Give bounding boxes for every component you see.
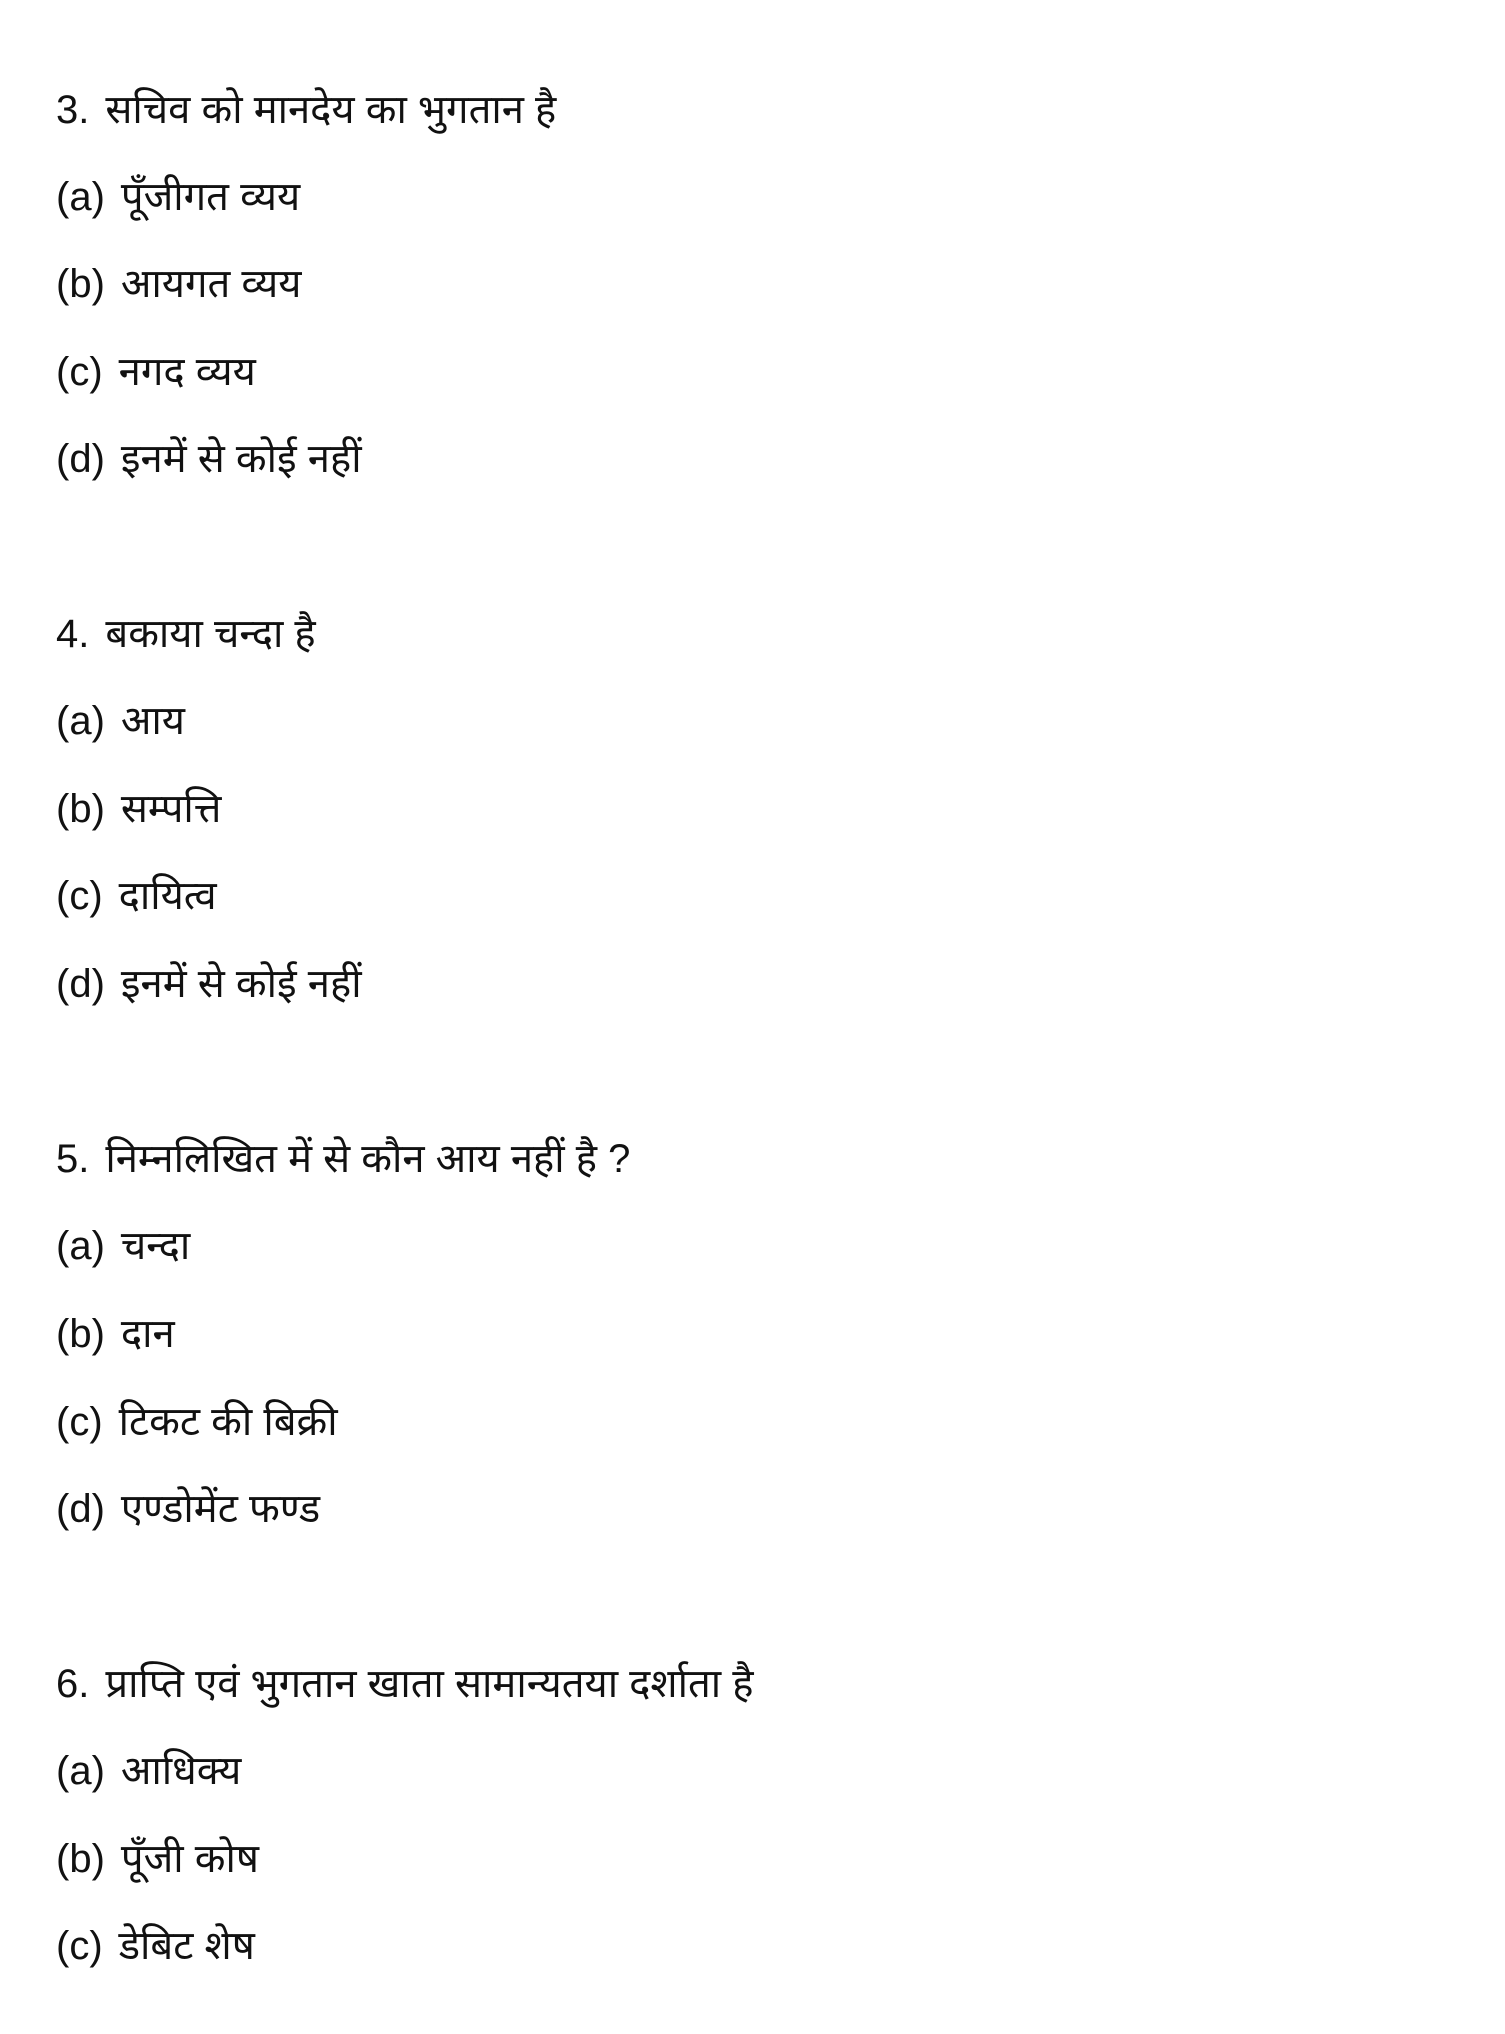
option-label: (a) xyxy=(56,175,105,219)
option-label: (c) xyxy=(56,1924,103,1968)
option-label: (d) xyxy=(56,1487,105,1531)
question-3 xyxy=(56,84,556,136)
option-text: पूँजी कोष xyxy=(120,1837,259,1881)
option-6c xyxy=(56,1920,255,1972)
question-text: बकाया चन्दा है xyxy=(105,612,316,656)
question-number: 5. xyxy=(56,1137,90,1181)
option-text: पूँजीगत व्यय xyxy=(120,175,301,219)
option-label: (a) xyxy=(56,1224,105,1268)
option-4b xyxy=(56,783,221,835)
question-number: 3. xyxy=(56,88,90,132)
option-text: आयगत व्यय xyxy=(120,262,302,306)
option-6a xyxy=(56,1745,241,1797)
option-label: (c) xyxy=(56,874,103,918)
question-text: सचिव को मानदेय का भुगतान है xyxy=(105,88,557,132)
option-3c xyxy=(56,346,256,398)
question-5 xyxy=(56,1133,630,1185)
option-label: (b) xyxy=(56,1312,105,1356)
option-3a xyxy=(56,171,300,223)
option-3b xyxy=(56,258,301,310)
question-number: 4. xyxy=(56,612,90,656)
option-3d xyxy=(56,433,362,485)
option-5d xyxy=(56,1483,320,1535)
option-label: (b) xyxy=(56,787,105,831)
option-5a xyxy=(56,1220,190,1272)
question-number: 6. xyxy=(56,1662,90,1706)
question-6 xyxy=(56,1658,753,1710)
option-text: आय xyxy=(120,699,185,743)
option-label: (c) xyxy=(56,350,103,394)
option-text: इनमें से कोई नहीं xyxy=(120,962,362,1006)
option-6b xyxy=(56,1833,259,1885)
question-4 xyxy=(56,608,316,660)
option-text: दान xyxy=(120,1312,175,1356)
question-text: प्राप्ति एवं भुगतान खाता सामान्यतया दर्शाता है xyxy=(105,1662,754,1706)
option-text: चन्दा xyxy=(120,1224,191,1268)
option-text: आधिक्य xyxy=(120,1749,242,1793)
option-4d xyxy=(56,958,362,1010)
option-label: (a) xyxy=(56,699,105,743)
option-label: (d) xyxy=(56,962,105,1006)
option-label: (b) xyxy=(56,1837,105,1881)
option-text: डेबिट शेष xyxy=(118,1924,255,1968)
question-text: निम्नलिखित में से कौन आय नहीं है ? xyxy=(105,1137,631,1181)
option-text: दायित्व xyxy=(118,874,217,918)
option-text: एण्डोमेंट फण्ड xyxy=(120,1487,321,1531)
option-text: टिकट की बिक्री xyxy=(118,1400,338,1444)
option-4a xyxy=(56,695,185,747)
option-text: सम्पत्ति xyxy=(120,787,222,831)
option-text: इनमें से कोई नहीं xyxy=(120,437,362,481)
option-text: नगद व्यय xyxy=(118,350,256,394)
option-label: (a) xyxy=(56,1749,105,1793)
option-label: (b) xyxy=(56,262,105,306)
option-5c xyxy=(56,1396,338,1448)
option-label: (c) xyxy=(56,1400,103,1444)
option-4c xyxy=(56,870,217,922)
option-label: (d) xyxy=(56,437,105,481)
option-5b xyxy=(56,1308,175,1360)
